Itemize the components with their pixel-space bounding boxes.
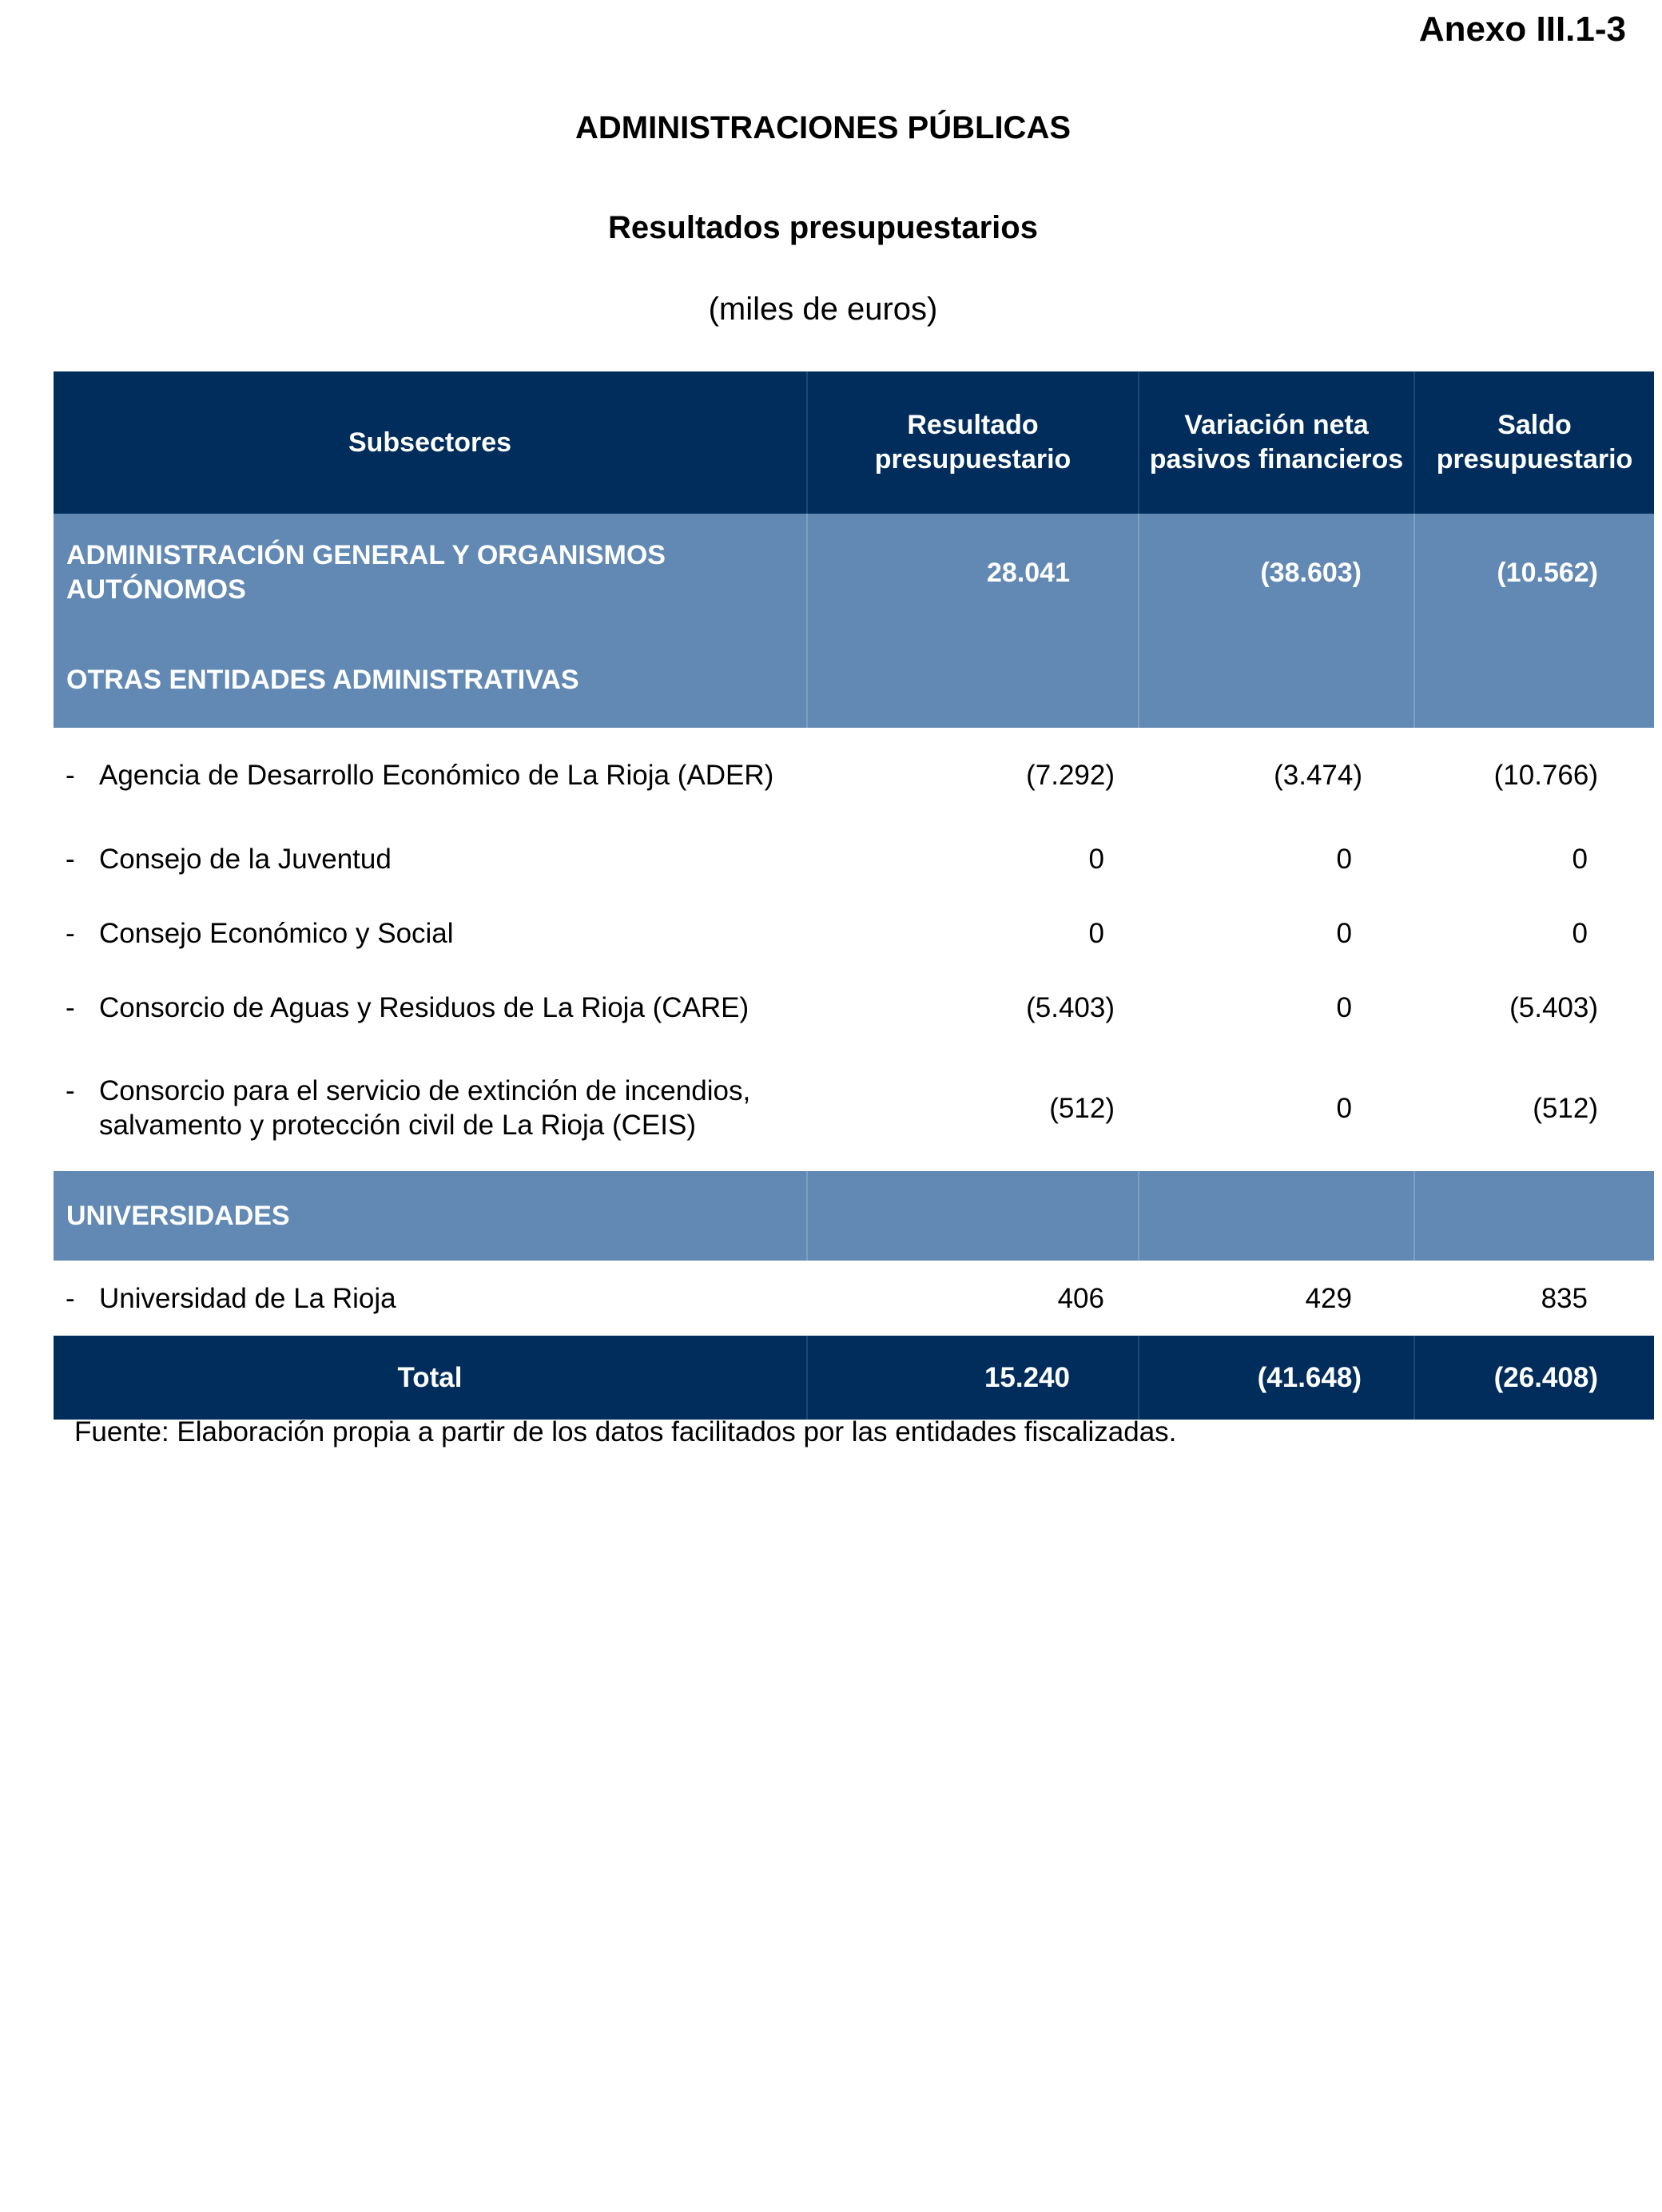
cell-empty [1139,1171,1414,1261]
row-dash: - [66,759,75,791]
cell-empty [807,1171,1139,1261]
table-header [54,371,1654,514]
cell-saldo: (10.562) [1414,514,1654,632]
section-row-universidades [54,1171,1654,1261]
table-row [54,1045,1654,1171]
table-row [54,728,1654,822]
section-label: UNIVERSIDADES [66,1200,290,1231]
row-name: Consejo de la Juventud [99,844,392,875]
total-variacion: (41.648) [1139,1336,1414,1420]
cell-saldo: (512) [1533,1092,1598,1124]
cell-resultado: 0 [1088,844,1104,875]
cell-saldo: 835 [1541,1282,1588,1314]
cell-resultado: (5.403) [1026,992,1115,1023]
row-name: Agencia de Desarrollo Económico de La Rioja (ADER) [99,759,774,791]
row-dash: - [66,844,75,875]
row-name-cell [54,822,807,896]
header-resultado: Resultado presupuestario [807,371,1139,514]
header-subsectores: Subsectores [348,427,512,458]
row-name-cell [54,1045,807,1171]
header-saldo: Saldo presupuestario [1414,371,1654,514]
row-dash: - [66,918,75,949]
cell-resultado: 28.041 [807,514,1139,632]
table-row [54,971,1654,1045]
row-name: Universidad de La Rioja [99,1282,396,1314]
row-name-cell [54,896,807,971]
total-saldo: (26.408) [1414,1336,1654,1420]
row-dash: - [66,1075,75,1106]
cell-resultado: (512) [1049,1092,1115,1124]
cell-empty [807,632,1139,728]
cell-variacion: (38.603) [1139,514,1414,632]
header-row [54,371,1654,514]
cell-variacion: 0 [1336,918,1352,949]
row-name: Consejo Económico y Social [99,918,454,949]
section-label: OTRAS ENTIDADES ADMINISTRATIVAS [66,664,579,695]
cell-resultado: (7.292) [1026,759,1115,791]
row-name-cell [54,728,807,822]
cell-resultado: 0 [1088,918,1104,949]
cell-empty [1414,1171,1654,1261]
cell-variacion: 0 [1336,992,1352,1023]
row-name-cell [54,1261,807,1336]
page-title: ADMINISTRACIONES PÚBLICAS [575,110,1072,145]
table-row [54,822,1654,896]
section-row-admin-general [54,514,1654,632]
row-dash: - [66,992,75,1023]
cell-variacion: (3.474) [1274,759,1362,791]
budget-results-table [54,371,1654,1420]
section-label: ADMINISTRACIÓN GENERAL Y ORGANISMOS AUTÓNOMOS [66,540,666,605]
row-name-line1: Consorcio para el servicio de extinción de incendios, [99,1075,751,1106]
row-dash: - [66,1282,75,1314]
row-name: Consorcio de Aguas y Residuos de La Rioja (CARE) [99,992,749,1023]
row-name-cell [54,971,807,1045]
cell-variacion: 429 [1305,1282,1352,1314]
cell-resultado: 406 [1057,1282,1104,1314]
cell-saldo: 0 [1572,918,1588,949]
cell-saldo: 0 [1572,844,1588,875]
table-row [54,1261,1654,1336]
cell-empty [1139,632,1414,728]
cell-saldo: (5.403) [1509,992,1598,1023]
source-note: Fuente: Elaboración propia a partir de los datos facilitados por las entidades fiscalizadas. [74,1416,1177,1448]
header-variacion: Variación neta pasivos financieros [1139,371,1414,514]
total-label: Total [397,1361,463,1393]
cell-variacion: 0 [1336,1092,1352,1124]
annex-label: Anexo III.1-3 [1418,10,1626,49]
row-name-line2: salvamento y protección civil de La Rioja (CEIS) [99,1110,696,1141]
cell-empty [1414,632,1654,728]
section-row-otras-entidades [54,632,1654,728]
cell-variacion: 0 [1336,844,1352,875]
cell-saldo: (10.766) [1493,759,1598,791]
page-subtitle: Resultados presupuestarios [608,210,1038,245]
units-label: (miles de euros) [708,292,938,327]
table-row [54,896,1654,971]
total-row [54,1336,1654,1420]
total-resultado: 15.240 [807,1336,1139,1420]
